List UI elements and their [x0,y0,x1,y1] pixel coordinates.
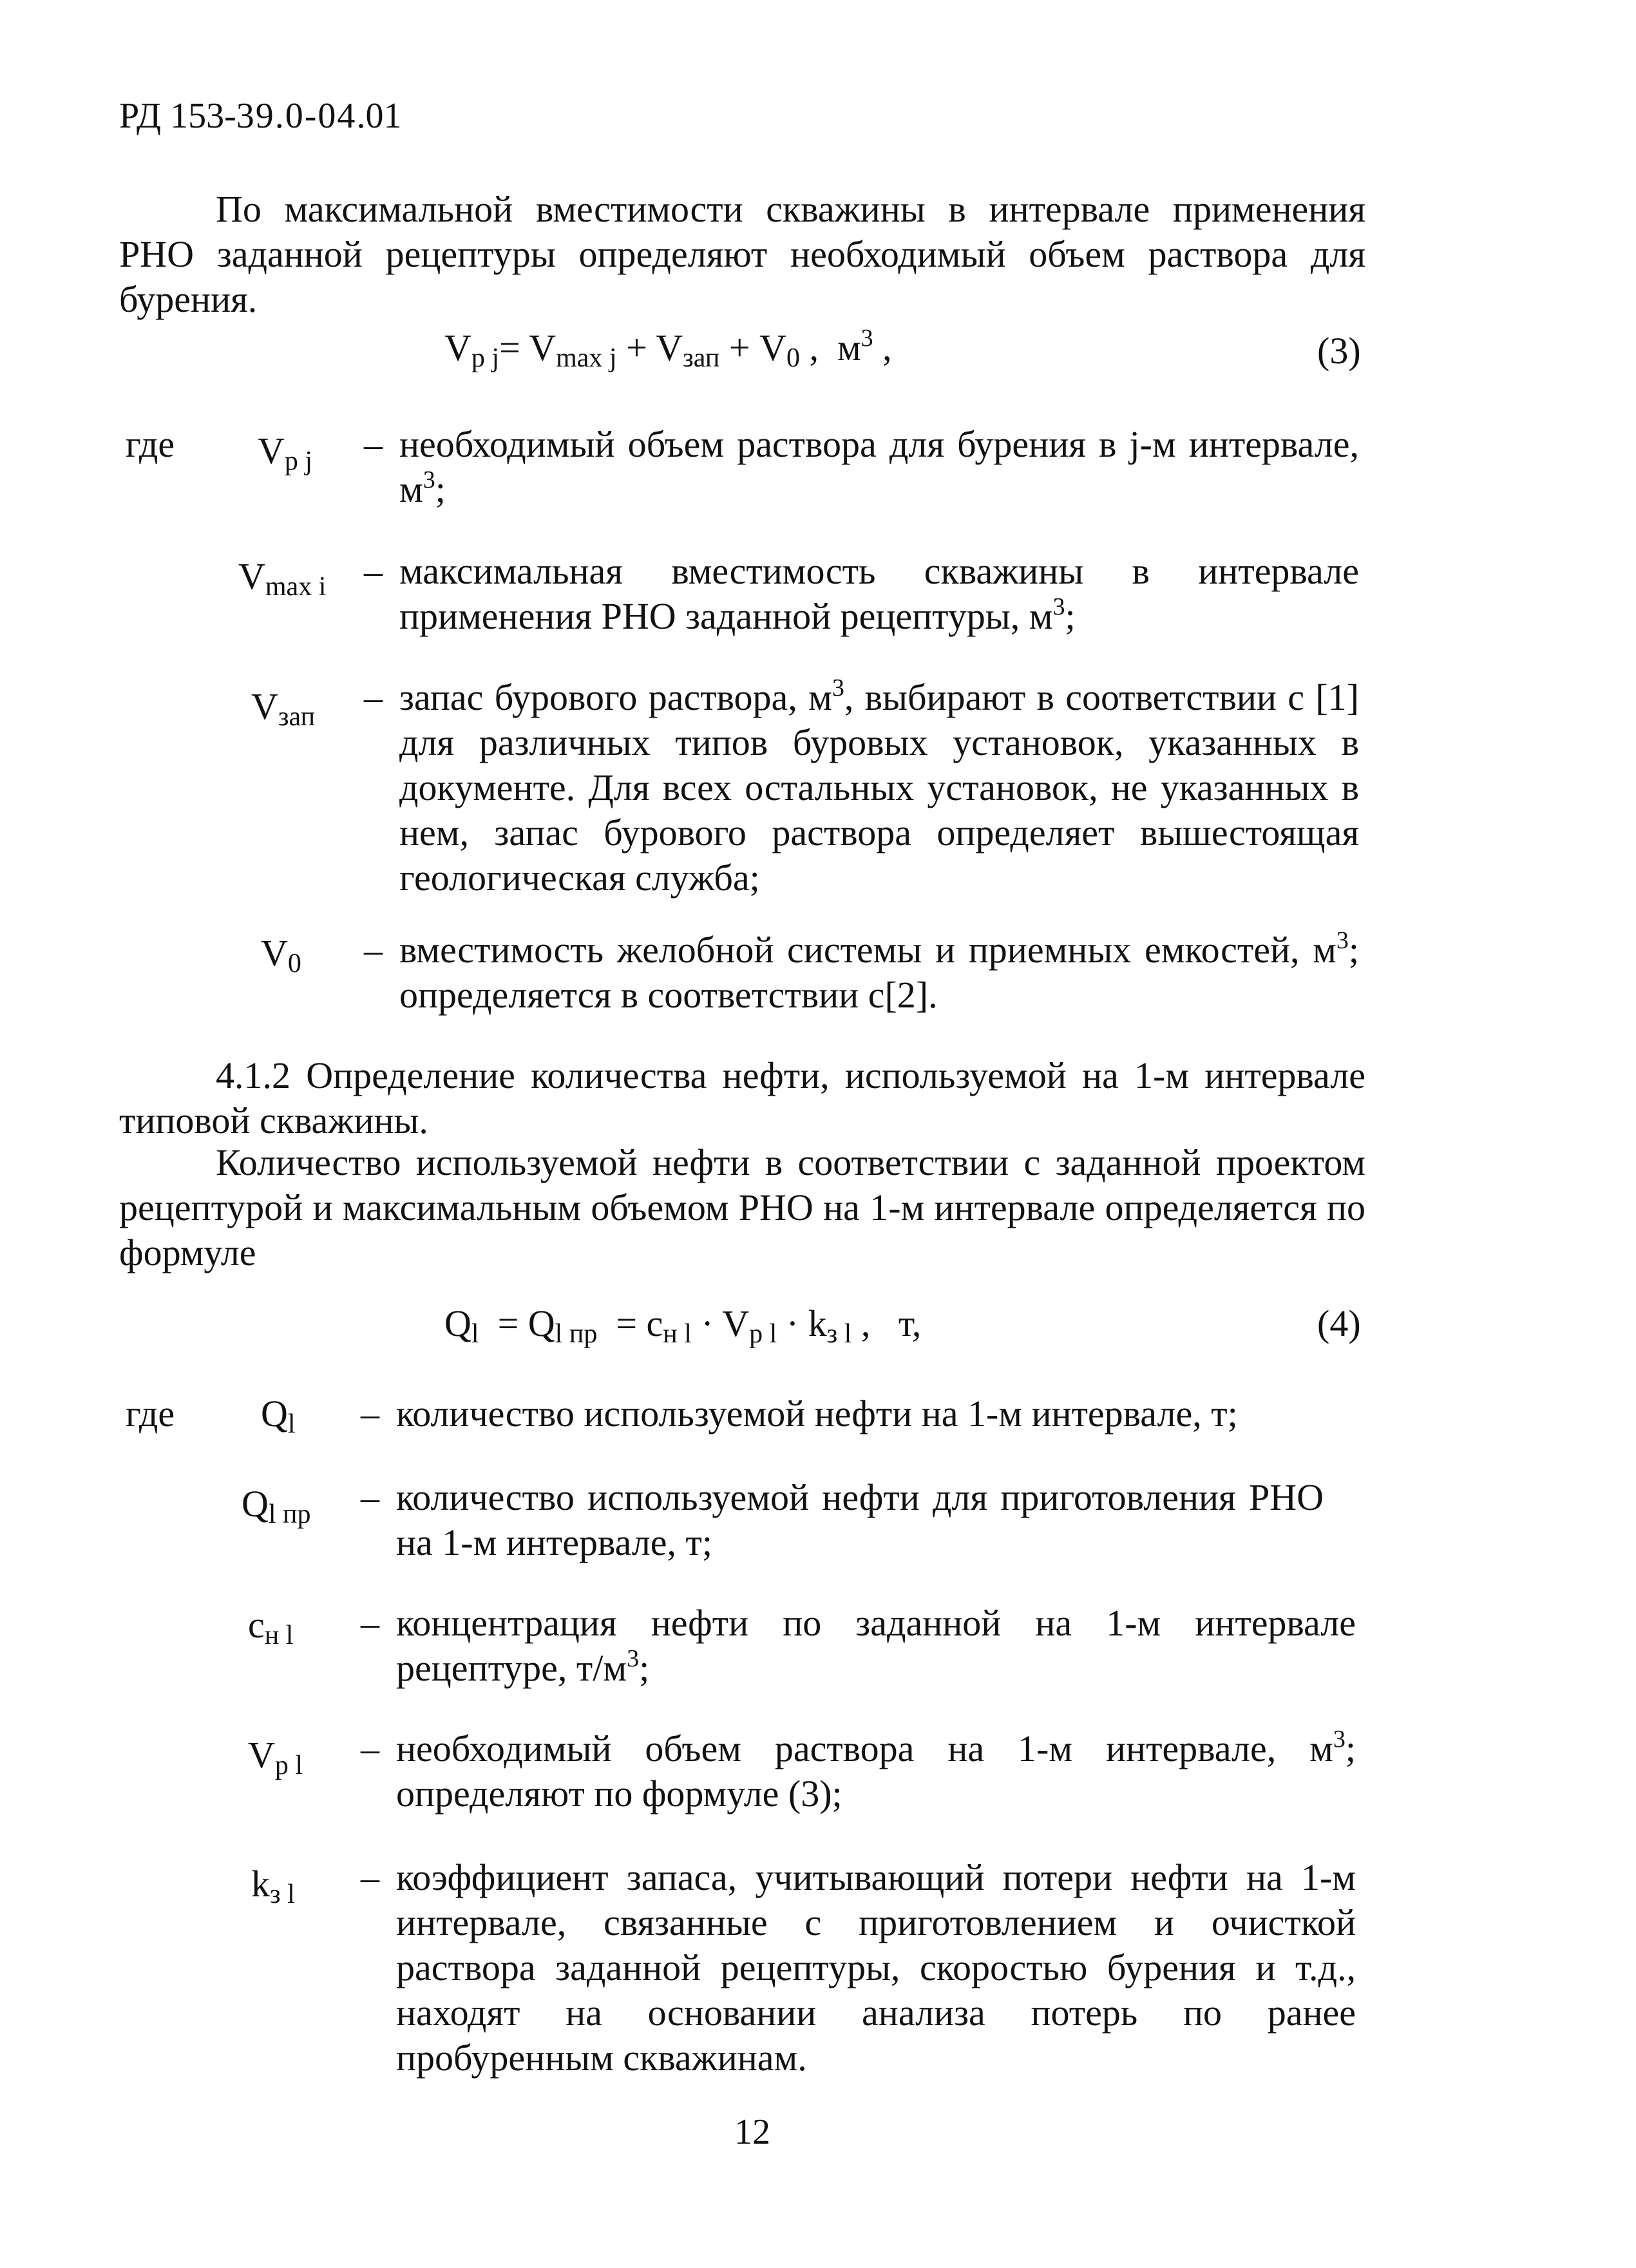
symbol-c-n-l: $c_{н l}$ [248,1604,294,1650]
equation-number-4: (4) [1317,1302,1361,1344]
formula-3: $V_{p j}= V_{max j} + V_{зап} + V_0$ , $м^3$ , [444,325,892,373]
dash: – [364,550,383,592]
dash: – [364,676,383,718]
dash: – [361,1856,379,1898]
paragraph-formula-4-intro: Количество используемой нефти в соответствии с заданной проектом рецептурой и максимальным объемом РНО на 1-м интервале определяется по формуле [119,1141,1365,1273]
section-4-1-2: 4.1.2 Определение количества нефти, используемой на 1-м интервале типовой скважины. [119,1054,1365,1141]
definition-v-max: максимальная вместимость скважины в интервале применения РНО заданной рецептуры, $м^3$; [399,550,1359,637]
definition-v-0: вместимость желобной системы и приемных емкостей, $м^3$; определяется в соответствии с[2]. [399,927,1359,1016]
document-code: РД 153-39.0-04.01 [119,96,402,136]
symbol-k-z-l: $k_{з l}$ [251,1863,295,1909]
dash: – [364,423,383,465]
definition-v-p-l: необходимый объем раствора на 1-м интервале, $м^3$; определяют по формуле (3); [396,1726,1356,1815]
where-label: где [126,1393,175,1434]
definition-c-n-l: концентрация нефти по заданной на 1-м интервале рецептуре, $т/м^3$; [396,1602,1356,1689]
smudged-code: 39.0-04 [236,96,357,136]
symbol-v-zap: $V_{зап}$ [251,685,316,732]
definition-k-z-l: коэффициент запаса, учитывающий потери нефти на 1-м интервале, связанные с приготовлением и очисткой раствора заданной рецептуры, скоростью бурения и т.д., находят на основании анализа потерь по ранее пробуренным скважинам. [396,1856,1356,2079]
page-number: 12 [734,2112,770,2152]
intro-paragraph: По максимальной вместимости скважины в интервале применения РНО заданной рецептуры определяют необходимый объем раствора для бурения. [119,188,1365,320]
symbol-q-l-pr: $Q_{l пр}$ [242,1483,311,1529]
symbol-q-l: $Q_l$ [261,1393,296,1439]
definition-v-zap: запас бурового раствора, $м^3$, выбирают в соответствии с [1] для различных типов буровых установок, указанных в документе. Для всех остальных установок, не указанных в нем, запас бурового раствора определяет вышестоящая геологическая служба; [399,674,1359,899]
definition-q-l-pr: количество используемой нефти для приготовления РНО на 1-м интервале, т; [396,1476,1324,1563]
equation-number-3: (3) [1317,330,1361,372]
dash: – [361,1393,379,1434]
symbol-v-0: $V_0$ [261,932,301,978]
symbol-v-pj: $V_{p j}$ [258,430,313,476]
dash: – [361,1728,379,1769]
where-label: где [126,423,175,465]
symbol-v-p-l: $V_{p l}$ [248,1734,303,1780]
formula-4: $Q_l = Q_{l пр} = c_{н l} \cdot V_{p l} \cdot k_{з l}$ , т, [444,1302,922,1349]
symbol-v-max: $V_{max i}$ [238,555,327,602]
definition-q-l: количество используемой нефти на 1-м интервале, т; [396,1393,1238,1434]
dash: – [361,1602,379,1644]
dash: – [364,929,383,971]
definition-v-pj: необходимый объем раствора для бурения в j-м интервале, $м^3$; [399,423,1359,510]
dash: – [361,1476,379,1518]
